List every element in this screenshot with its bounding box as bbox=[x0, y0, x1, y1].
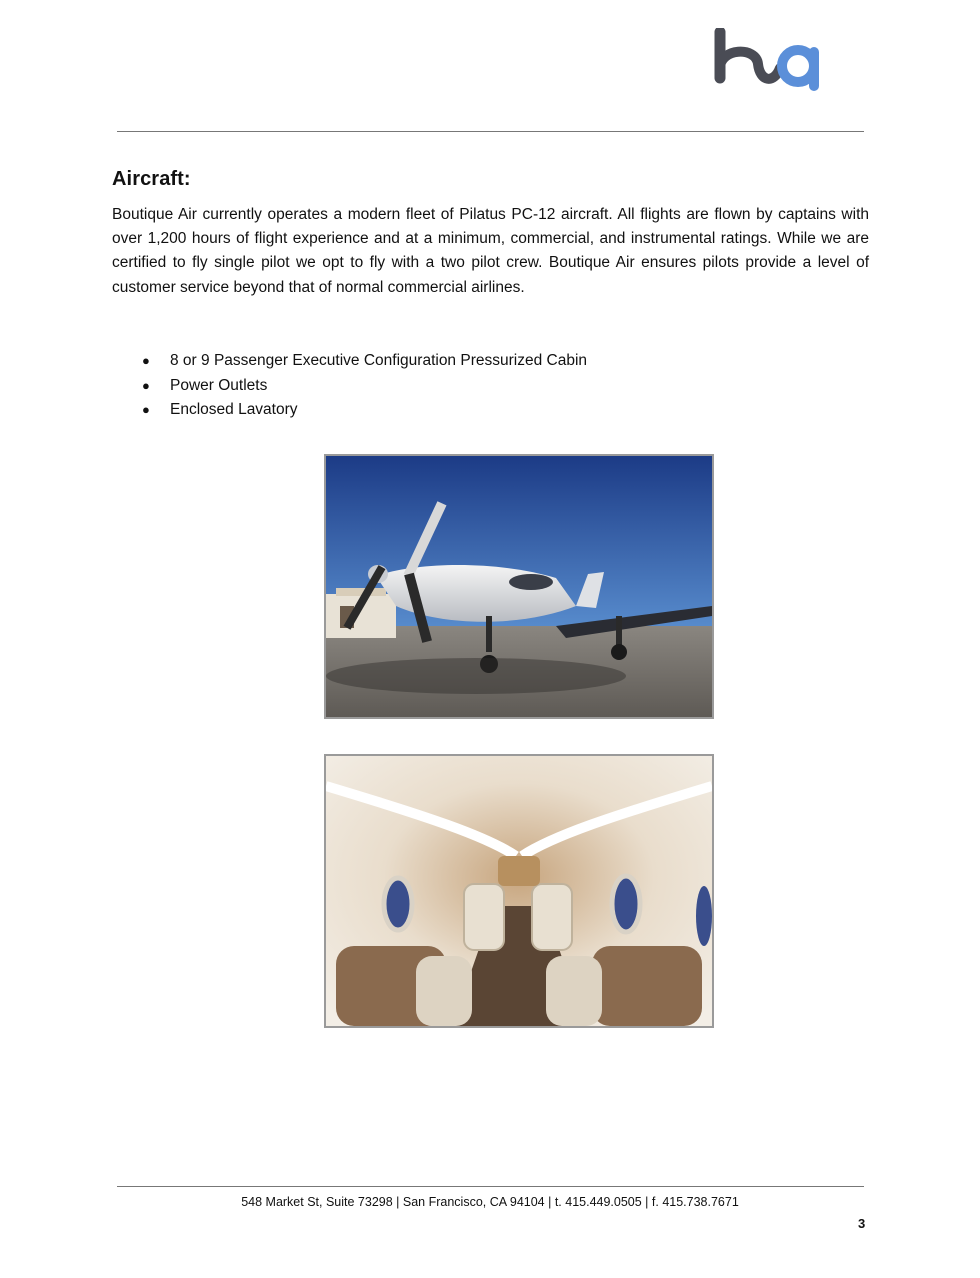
bullet-icon: ● bbox=[142, 377, 150, 393]
footer-divider bbox=[117, 1186, 864, 1187]
header-divider bbox=[117, 131, 864, 132]
section-heading: Aircraft: bbox=[112, 168, 191, 190]
aircraft-description: Boutique Air currently operates a modern fleet of Pilatus PC-12 aircraft. All flights are flown by captains with over 1,200 hours of flight experience and at a minimum, commercial, and instrumental ratings. While we are certified to fly single pilot we opt to fly with a two pilot crew. Boutique Air ensures pilots provide a level of customer service beyond that of normal commercial airlines. bbox=[112, 206, 869, 296]
list-item: ● Enclosed Lavatory bbox=[140, 398, 587, 423]
bullet-icon: ● bbox=[142, 402, 150, 417]
cabin-interior-photo bbox=[324, 754, 714, 1028]
list-item: ● Power Outlets bbox=[140, 374, 587, 399]
ba-logo-icon bbox=[712, 28, 822, 92]
footer-contact: 548 Market St, Suite 73298 | San Francisco, CA 94104 | t. 415.449.0505 | f. 415.738.7671 bbox=[241, 1195, 739, 1209]
aircraft-exterior-photo bbox=[324, 454, 714, 719]
feature-list bbox=[140, 349, 587, 423]
bullet-icon: ● bbox=[142, 353, 150, 368]
page-number: 3 bbox=[858, 1216, 866, 1231]
list-item: ● 8 or 9 Passenger Executive Configuration Pressurized Cabin bbox=[140, 349, 587, 374]
